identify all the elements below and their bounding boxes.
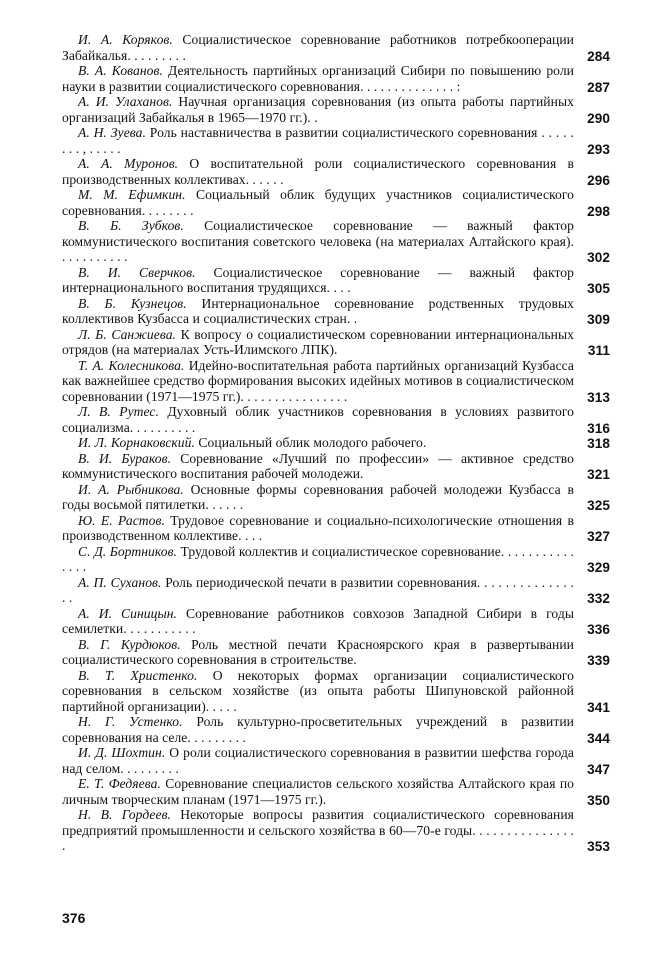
entry-author: А. Н. Зуева. xyxy=(78,125,146,140)
entry-page: 293 xyxy=(587,141,610,157)
entry-title: Некоторые вопросы развития социалистического соревнования предприятий промышленности и сельского хозяйства в 60—70-е годы. . . . . . . . . . . . . . . . xyxy=(62,807,574,853)
entry-author: В. Б. Зубков. xyxy=(78,218,184,233)
entry-author: В. Г. Курдюков. xyxy=(78,636,181,652)
entry-author: Н. Г. Устенко. xyxy=(78,714,183,729)
entry-title: О некоторых формах организации социалистического соревнования в сельском хозяйстве (из опыта работы Шипуновской районной партийной организации). . . . . xyxy=(62,667,575,714)
entry-author: В. И. Сверчков. xyxy=(78,264,196,280)
entry-page: 350 xyxy=(587,792,610,808)
entry-page: 339 xyxy=(587,653,610,668)
entry-page: 341 xyxy=(587,699,610,715)
entry-title: Соревнование работников совхозов Западной Сибири в годы семилетки. . . . . . . . . . . xyxy=(62,605,574,636)
toc-entry xyxy=(62,187,610,218)
entry-title: Социальный облик будущих участников социалистического соревнования. . . . . . . . xyxy=(62,187,574,218)
entry-author: Н. В. Гордеев. xyxy=(78,807,171,822)
entry-title: Деятельность партийных организаций Сибири по повышению роли науки в развитии социалистического соревнования. . . . . . . . . . . . . . : xyxy=(62,63,575,94)
entry-title: Интернациональное соревнование родственных трудовых коллективов Кузбасса и социалистических стран. . xyxy=(62,295,575,326)
entry-page: 290 xyxy=(587,110,610,126)
toc-entry xyxy=(62,156,610,187)
entry-author: Л. В. Рутес. xyxy=(78,404,159,419)
entry-author: И. Д. Шохтин. xyxy=(78,745,166,760)
entry-title: Основные формы соревнования рабочей молодежи Кузбасса в годы восьмой пятилетки. . . . . . xyxy=(62,481,575,512)
entry-page: 302 xyxy=(587,250,610,265)
entry-title: Социалистическое соревнование — важный фактор интернационального воспитания трудящихся. . . . xyxy=(62,264,574,295)
entry-page: 284 xyxy=(587,48,610,64)
entry-page: 305 xyxy=(587,281,610,296)
entry-author: А. И. Синицын. xyxy=(78,605,177,621)
toc-entry xyxy=(62,544,610,575)
entry-author: И. А. Рыбникова. xyxy=(78,481,184,497)
entry-author: В. А. Кованов. xyxy=(78,63,163,78)
toc-entry xyxy=(62,482,610,513)
entry-page: 316 xyxy=(587,420,610,436)
entry-author: В. И. Бураков. xyxy=(78,450,172,466)
entry-title: Роль местной печати Красноярского края в развертывании социалистического соревнования в строительстве. xyxy=(62,636,575,667)
entry-page: 329 xyxy=(587,560,610,575)
entry-author: Т. А. Колесникова. xyxy=(78,357,185,373)
entry-title: Социалистическое соревнование — важный фактор коммунистического воспитания советского человека (на материалах Алтайского края). . . . . . . . . . . xyxy=(62,218,575,264)
entry-page: 296 xyxy=(587,172,610,188)
toc-entry xyxy=(62,513,610,544)
toc-entry xyxy=(62,265,610,296)
table-of-contents xyxy=(62,32,610,854)
entry-author: А. П. Суханов. xyxy=(78,574,162,590)
entry-title: О воспитательной роли социалистического соревнования в производственных коллективах. . . . . . xyxy=(62,156,575,187)
page-number: 376 xyxy=(62,910,86,926)
entry-author: Л. Б. Санжиева. xyxy=(78,326,177,342)
entry-title: Роль культурно-просветительных учреждений в развитии соревнования на селе. . . . . . . . . xyxy=(62,714,574,745)
entry-author: М. М. Ефимкин. xyxy=(78,187,186,202)
entry-page: 287 xyxy=(587,79,610,95)
toc-entry xyxy=(62,327,610,358)
entry-author: В. Б. Кузнецов. xyxy=(78,295,187,311)
toc-entry xyxy=(62,296,610,327)
entry-page: 321 xyxy=(587,467,610,482)
entry-title: Идейно-воспитательная работа партийных организаций Кузбасса как важнейшее средство формирования высоких идейных мотивов в социалистическом соревновании (1971—1975 гг.). . . . . . . . . . . . . . . . xyxy=(62,357,574,404)
entry-title: Социалистическое соревнование работников потребкооперации Забайкалья. . . . . . . . . xyxy=(62,32,575,63)
entry-page: 332 xyxy=(587,591,610,606)
toc-entry xyxy=(62,668,610,715)
entry-page: 336 xyxy=(587,622,610,637)
toc-entry xyxy=(62,714,610,745)
entry-title: О роли социалистического соревнования в развитии шефства города над селом. . . . . . . . . xyxy=(62,745,574,776)
entry-page: 353 xyxy=(587,839,610,854)
toc-entry xyxy=(62,745,610,776)
entry-page: 313 xyxy=(587,389,610,405)
entry-page: 311 xyxy=(587,343,610,358)
entry-author: Е. Т. Федяева. xyxy=(78,776,161,791)
entry-page: 325 xyxy=(587,498,610,513)
entry-title: Соревнование специалистов сельского хозяйства Алтайского края по личным творческим планам (1971—1975 гг.). xyxy=(62,776,574,807)
entry-author: И. Л. Корнаковский. xyxy=(78,435,195,450)
entry-title: Трудовое соревнование и социально-психологические отношения в производственном коллективе. . . . xyxy=(62,512,575,543)
toc-entry xyxy=(62,32,610,63)
entry-page: 347 xyxy=(587,761,610,777)
toc-entry xyxy=(62,575,610,606)
toc-entry xyxy=(62,358,610,405)
entry-title: Духовный облик участников соревнования в условиях развитого социализма. . . . . . . . . . xyxy=(62,404,574,435)
toc-entry xyxy=(62,637,610,668)
toc-entry xyxy=(62,451,610,482)
entry-title: Научная организация соревнования (из опыта работы партийных организаций Забайкалья в 1965—1970 гг.). . xyxy=(62,94,574,125)
toc-entry xyxy=(62,606,610,637)
entry-author: И. А. Коряков. xyxy=(78,32,173,47)
toc-entry xyxy=(62,435,610,451)
entry-title: К вопросу о социалистическом соревновании интернациональных отрядов (на материалах Усть-Илимского ЛПК). xyxy=(62,326,575,357)
entry-page: 309 xyxy=(587,312,610,327)
toc-entry xyxy=(62,404,610,435)
entry-author: С. Д. Бортников. xyxy=(78,543,177,559)
entry-page: 327 xyxy=(587,529,610,544)
entry-title: Соревнование «Лучший по профессии» — активное средство коммунистического воспитания рабочей молодежи. xyxy=(62,450,575,481)
toc-entry xyxy=(62,218,610,265)
entry-title: Роль наставничества в развитии социалистического соревнования . . . . . . . . , . . . . . xyxy=(62,125,574,156)
entry-page: 298 xyxy=(587,203,610,219)
toc-entry xyxy=(62,63,610,94)
entry-page: 318 xyxy=(587,436,610,451)
entry-author: Ю. Е. Растов. xyxy=(78,512,165,528)
toc-entry xyxy=(62,94,610,125)
entry-author: А. И. Улаханов. xyxy=(78,94,173,109)
toc-entry xyxy=(62,125,610,156)
entry-title: Роль периодической печати в развитии соревнования. . . . . . . . . . . . . . . . xyxy=(62,574,575,605)
entry-title: Социальный облик молодого рабочего. xyxy=(198,435,427,450)
entry-author: А. А. Муронов. xyxy=(78,156,179,171)
entry-page: 344 xyxy=(587,730,610,746)
toc-entry xyxy=(62,807,610,854)
toc-entry xyxy=(62,776,610,807)
entry-author: В. Т. Христенко. xyxy=(78,667,198,683)
entry-title: Трудовой коллектив и социалистическое соревнование. . . . . . . . . . . . . . . xyxy=(62,543,575,574)
